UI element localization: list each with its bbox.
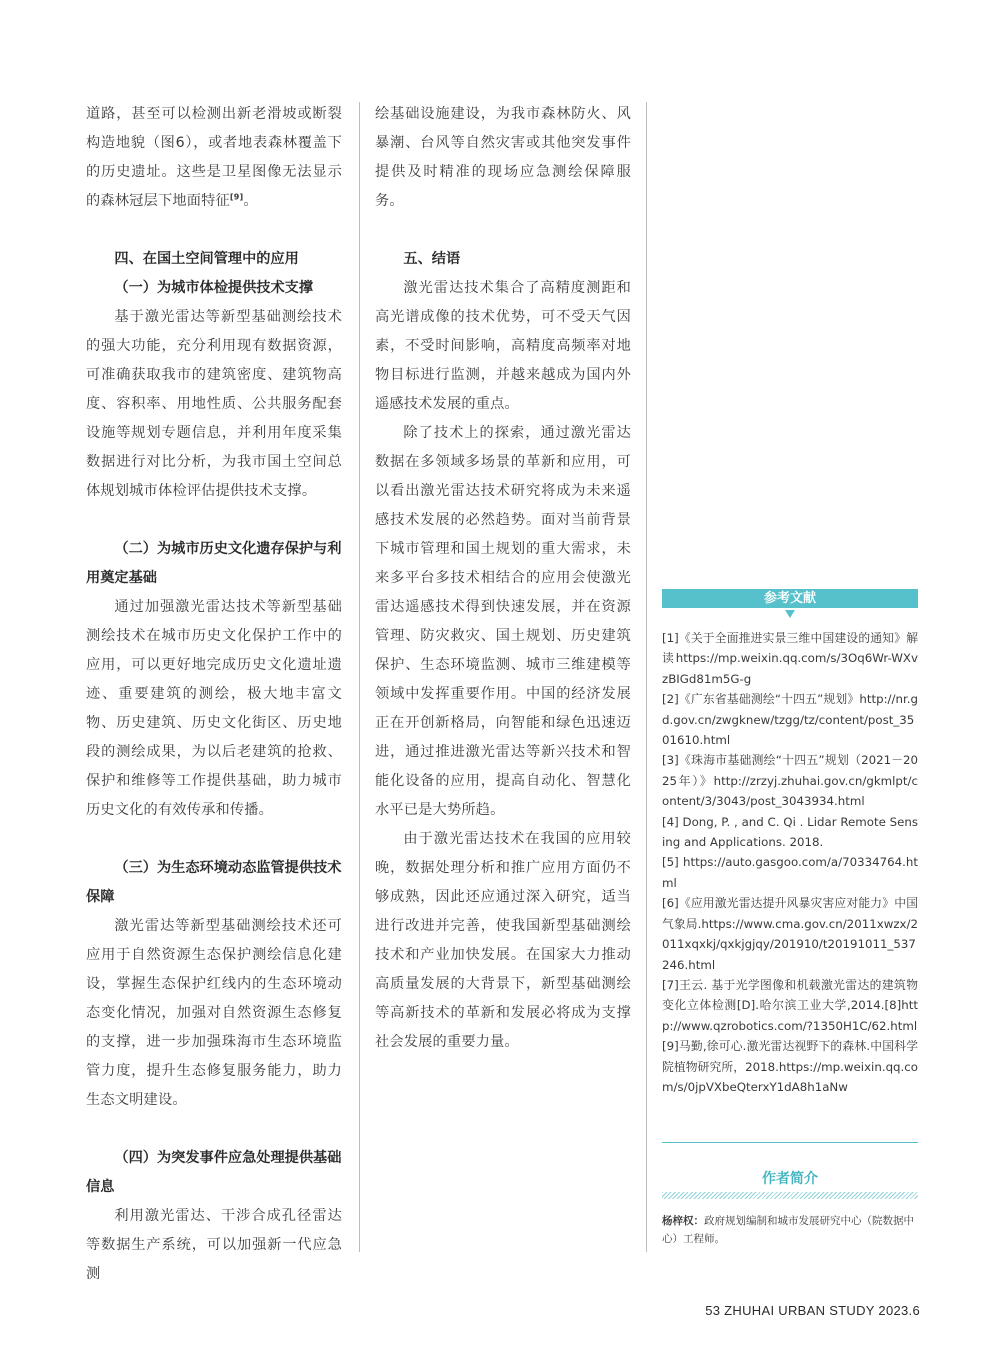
paragraph-text: 。: [243, 193, 258, 209]
column-divider: [646, 102, 647, 1252]
paragraph: 由于激光雷达技术在我国的应用较晚，数据处理分析和推广应用方面仍不够成熟，因此还应通过深入研究，适当进行改进并完善，使我国新型基础测绘技术和产业加快发展。在国家大力推动高质量发展的大背景下，新型基础测绘等高新技术的革新和发展必将成为支撑社会发展的重要力量。: [375, 831, 631, 1050]
reference-item: [2]《广东省基础测绘“十四五”规划》http://nr.gd.gov.cn/zwgknew/tzgg/tz/content/post_3501610.html: [662, 692, 918, 748]
author-name: 杨梓权：: [662, 1215, 704, 1227]
author-bio: [662, 1212, 922, 1248]
reference-item: [1]《关于全面推进实景三维中国建设的通知》解读https://mp.weixin.qq.com/s/3Oq6Wr-WXvzBIGd81m5G-g: [662, 631, 918, 686]
author-desc: 政府规划编制和城市发展研究中心（院数据中心）工程师。: [662, 1215, 914, 1245]
reference-item: [7]王云. 基于光学图像和机载激光雷达的建筑物变化立体检测[D].哈尔滨工业大学,2014.[8]http://www.qzrobotics.com/?1350H1C/62.html: [662, 977, 918, 1033]
paragraph: 激光雷达等新型基础测绘技术还可应用于自然资源生态保护测绘信息化建设，掌握生态保护红线内的生态环境动态变化情况，加强对自然资源生态修复的支撑，进一步加强珠海市生态环境监管力度，提升生态修复服务能力，助力生态文明建设。: [86, 918, 342, 1108]
paragraph-text: 道路，甚至可以检测出新老滑坡或断裂构造地貌（图6），或者地表森林覆盖下的历史遗址。这些是卫星图像无法显示的森林冠层下地面特征: [86, 106, 342, 209]
reference-item: [5] https://auto.gasgoo.com/a/70334764.html: [662, 855, 918, 890]
paragraph: 利用激光雷达、干涉合成孔径雷达等数据生产系统，可以加强新一代应急测: [86, 1208, 342, 1282]
subsection-heading: （四）为突发事件应急处理提供基础信息: [86, 1150, 342, 1195]
subsection-heading: （一）为城市体检提供技术支撑: [114, 280, 314, 296]
reference-item: [4] Dong, P. , and C. Qi . Lidar Remote Sensing and Applications. 2018.: [662, 814, 918, 850]
hatch-divider: [662, 1192, 918, 1199]
paragraph: 除了技术上的探索，通过激光雷达数据在多领域多场景的革新和应用，可以看出激光雷达技术研究将成为未来遥感技术发展的必然趋势。面对当前背景下城市管理和国土规划的重大需求，未来多平台多技术相结合的应用会使激光雷达遥感技术得到快速发展，并在资源管理、防灾救灾、国土规划、历史建筑保护、生态环境监测、城市三维建模等领域中发挥重要作用。中国的经济发展正在开创新格局，向智能和绿色迅速迈进，通过推进激光雷达等新兴技术和智能化设备的应用，提高自动化、智慧化水平已是大势所趋。: [375, 425, 631, 818]
column-divider: [359, 102, 360, 1252]
left-column: [86, 100, 342, 1289]
down-arrow-icon: [785, 610, 795, 618]
paragraph: 通过加强激光雷达技术等新型基础测绘技术在城市历史文化保护工作中的应用，可以更好地完成历史文化遗址遗迹、重要建筑的测绘，极大地丰富文物、历史建筑、历史文化街区、历史地段的测绘成果，为以后老建筑的抢救、保护和维修等工作提供基础，助力城市历史文化的有效传承和传播。: [86, 599, 342, 818]
references-list: [662, 628, 918, 1097]
citation-ref: [9]: [229, 192, 244, 202]
author-title: 作者简介: [762, 1171, 818, 1187]
paragraph: 激光雷达技术集合了高精度测距和高光谱成像的技术优势，可不受天气因素，不受时间影响，高精度高频率对地物目标进行监测，并越来越成为国内外遥感技术发展的重点。: [375, 280, 631, 412]
section-heading: 四、在国土空间管理中的应用: [114, 251, 299, 267]
subsection-heading: （二）为城市历史文化遗存保护与利用奠定基础: [86, 541, 342, 586]
reference-item: [6]《应用激光雷达提升风暴灾害应对能力》中国气象局.https://www.cma.gov.cn/2011xwzx/2011xqxkj/qxkjgjqy/201910/t20191011_537246.html: [662, 896, 918, 972]
subsection-heading: （三）为生态环境动态监管提供技术保障: [86, 860, 342, 905]
divider: [662, 1142, 918, 1143]
reference-item: [3]《珠海市基础测绘“十四五”规划（2021－2025年）》http://zrzyj.zhuhai.gov.cn/gkmlpt/content/3/3043/post_3043934.html: [662, 753, 918, 809]
reference-item: [9]马勤,徐可心.激光雷达视野下的森林.中国科学院植物研究所，2018.https://mp.weixin.qq.com/s/0jpVXbeQterxY1dA8h1aNw: [662, 1039, 918, 1094]
references-title: 参考文献: [662, 589, 918, 608]
paragraph: [86, 100, 342, 216]
page-footer: 53 ZHUHAI URBAN STUDY 2023.6: [705, 1303, 920, 1318]
paragraph: 绘基础设施建设，为我市森林防火、风暴潮、台风等自然灾害或其他突发事件提供及时精准的现场应急测绘保障服务。: [375, 106, 631, 209]
section-heading: 五、结语: [403, 251, 461, 267]
middle-column: [375, 100, 631, 1057]
paragraph: 基于激光雷达等新型基础测绘技术的强大功能，充分利用现有数据资源，可准确获取我市的建筑密度、建筑物高度、容积率、用地性质、公共服务配套设施等规划专题信息，并利用年度采集数据进行对比分析，为我市国土空间总体规划城市体检评估提供技术支撑。: [86, 309, 342, 499]
